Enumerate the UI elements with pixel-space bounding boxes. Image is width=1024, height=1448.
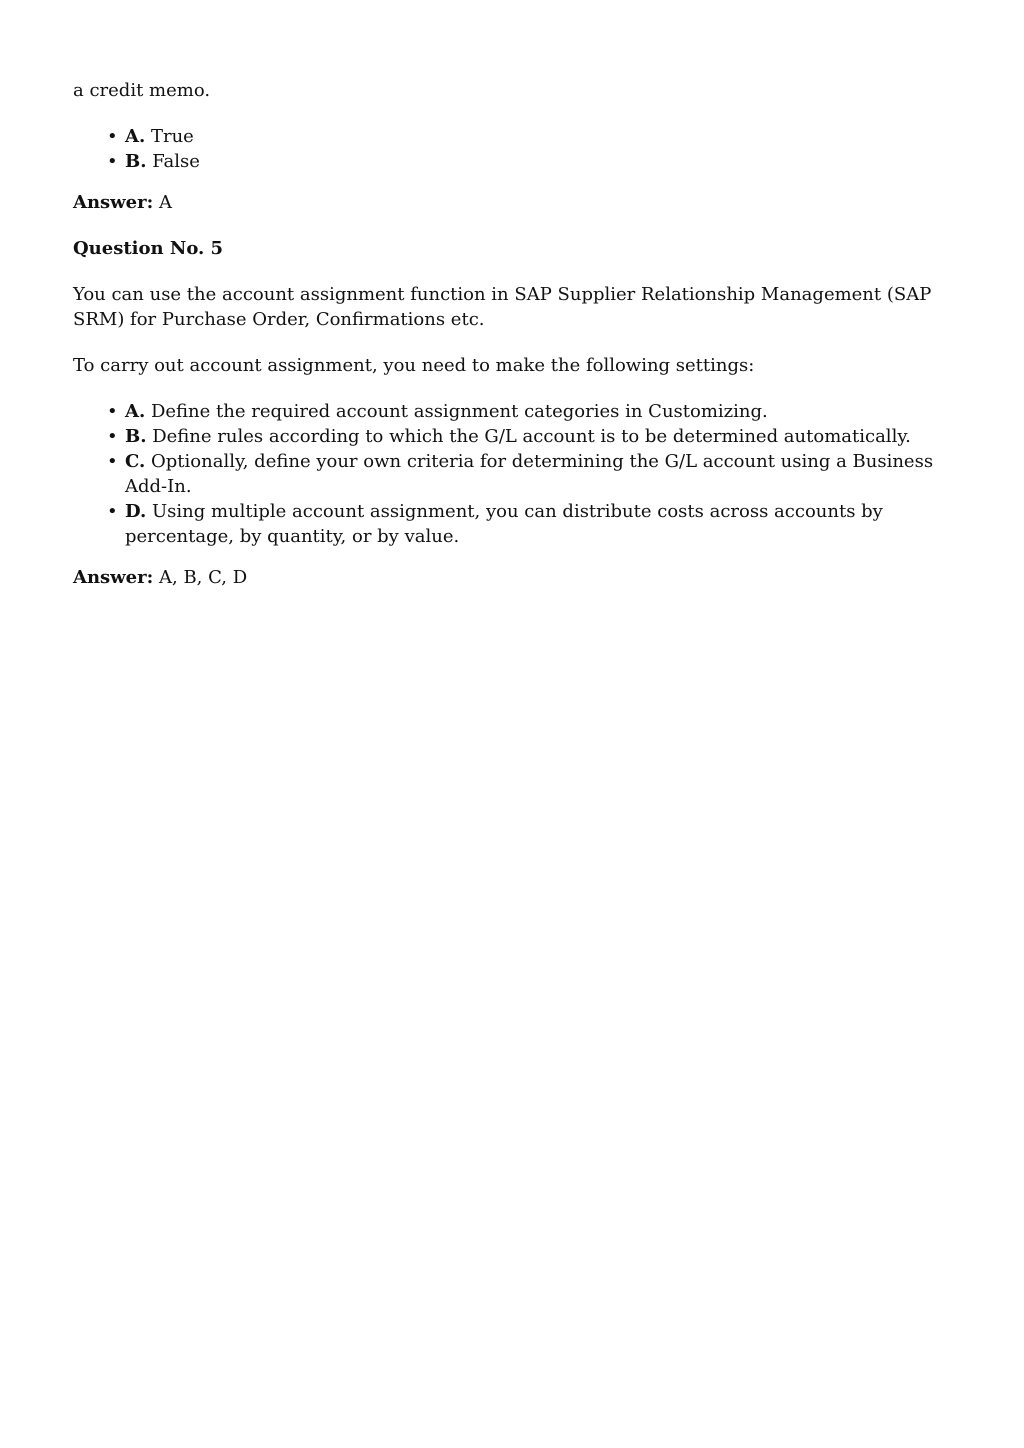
question-5-paragraph-1: You can use the account assignment function in SAP Supplier Relationship Management (SAP SRM) for Purchase Order, Confirmations etc. [73, 284, 932, 330]
option-text: True [150, 126, 194, 147]
option-letter: D. [125, 501, 147, 522]
option-a [107, 399, 953, 424]
option-letter: A. [125, 126, 146, 147]
question-5-answer [73, 565, 953, 590]
bullet-icon: • [107, 426, 118, 447]
option-text: Define the required account assignment categories in Customizing. [150, 401, 768, 422]
option-letter: B. [125, 426, 147, 447]
option-b [107, 424, 953, 449]
bullet-icon: • [107, 401, 118, 422]
question-5-paragraph-2: To carry out account assignment, you need to make the following settings: [73, 355, 755, 376]
option-letter: C. [125, 451, 146, 472]
bullet-icon: • [107, 451, 118, 472]
question-4-answer [73, 190, 953, 215]
document-page [73, 78, 953, 611]
option-text: False [152, 151, 200, 172]
question-5-options [73, 399, 953, 549]
option-letter: B. [125, 151, 147, 172]
question-4-tail: a credit memo. [73, 80, 211, 101]
option-d [107, 499, 953, 549]
option-text: Optionally, define your own criteria for determining the G/L account using a Business Add-In. [125, 451, 934, 497]
question-5-header [73, 236, 953, 261]
option-b [107, 149, 953, 174]
question-4-options [73, 124, 953, 174]
option-text: Using multiple account assignment, you can distribute costs across accounts by percentage, by quantity, or by value. [125, 501, 883, 547]
option-a [107, 124, 953, 149]
question-number: Question No. 5 [73, 238, 224, 259]
option-letter: A. [125, 401, 146, 422]
answer-value: A [159, 192, 172, 213]
bullet-icon: • [107, 151, 118, 172]
bullet-icon: • [107, 501, 118, 522]
answer-label: Answer: [73, 192, 154, 213]
answer-value: A, B, C, D [159, 567, 248, 588]
option-text: Define rules according to which the G/L account is to be determined automatically. [152, 426, 911, 447]
bullet-icon: • [107, 126, 118, 147]
option-c [107, 449, 953, 499]
answer-label: Answer: [73, 567, 154, 588]
